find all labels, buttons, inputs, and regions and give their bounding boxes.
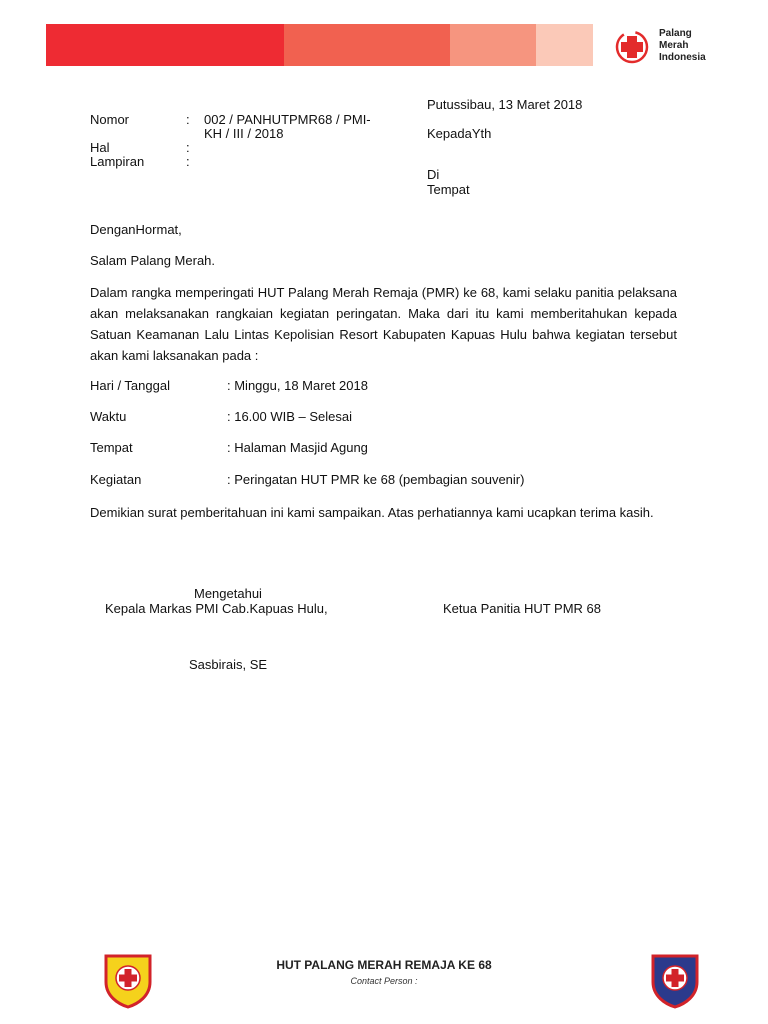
recipient-di: Di — [427, 167, 440, 182]
nomor-label: Nomor — [90, 112, 130, 127]
hal-colon: : — [186, 140, 190, 155]
footer-title: HUT PALANG MERAH REMAJA KE 68 — [276, 958, 492, 972]
detail-value-place: : Halaman Masjid Agung — [227, 440, 368, 455]
closing-paragraph: Demikian surat pemberitahuan ini kami sampaikan. Atas perhatiannya kami ucapkan terima kasih. — [90, 505, 654, 520]
mengetahui: Mengetahui — [194, 586, 262, 601]
signer-left-name: Sasbirais, SE — [189, 657, 268, 672]
place-date: Putussibau, 13 Maret 2018 — [427, 97, 583, 112]
detail-value-date: : Minggu, 18 Maret 2018 — [227, 378, 368, 393]
footer-contact: Contact Person : — [350, 976, 418, 986]
hal-label: Hal — [90, 140, 110, 155]
detail-label-time: Waktu — [90, 409, 127, 424]
red-cross-icon — [612, 28, 652, 66]
detail-label-date: Hari / Tanggal — [90, 378, 170, 393]
pmr-badge-right — [645, 950, 705, 1010]
nomor-value-line2: KH / III / 2018 — [204, 126, 284, 141]
header-band-salmon — [450, 24, 536, 66]
pmi-logo — [612, 28, 732, 66]
recipient-tempat: Tempat — [427, 182, 470, 197]
detail-label-place: Tempat — [90, 440, 133, 455]
header-band-peach — [536, 24, 593, 66]
salutation: DenganHormat, — [90, 222, 182, 237]
detail-label-activity: Kegiatan — [90, 472, 142, 487]
logo-line-1: Palang — [659, 28, 692, 39]
nomor-value-line1: 002 / PANHUTPMR68 / PMI- — [204, 112, 371, 127]
signer-right-title: Ketua Panitia HUT PMR 68 — [443, 601, 601, 616]
logo-line-2: Merah — [659, 40, 689, 51]
lampiran-colon: : — [186, 154, 190, 169]
detail-value-activity: : Peringatan HUT PMR ke 68 (pembagian souvenir) — [227, 472, 525, 487]
signer-left-title: Kepala Markas PMI Cab.Kapuas Hulu, — [105, 601, 328, 616]
nomor-colon: : — [186, 112, 190, 127]
header-band-red — [46, 24, 284, 66]
greeting: Salam Palang Merah. — [90, 253, 216, 268]
recipient-kepada: KepadaYth — [427, 126, 492, 141]
pmr-blue-badge-icon — [645, 950, 705, 1010]
logo-line-3: Indonesia — [659, 52, 706, 63]
detail-value-time: : 16.00 WIB – Selesai — [227, 409, 353, 424]
header-band-coral — [284, 24, 450, 66]
lampiran-label: Lampiran — [90, 154, 145, 169]
body-paragraph: Dalam rangka memperingati HUT Palang Merah Remaja (PMR) ke 68, kami selaku panitia pelaksana akan melaksanakan rangkaian kegiatan peringatan. Maka dari itu kami memberitahukan kepada Satuan Keamanan Lalu Lintas Kepolisian Resort Kabupaten Kapuas Hulu bahwa kegiatan tersebut akan kami laksanakan pada : — [90, 285, 677, 363]
